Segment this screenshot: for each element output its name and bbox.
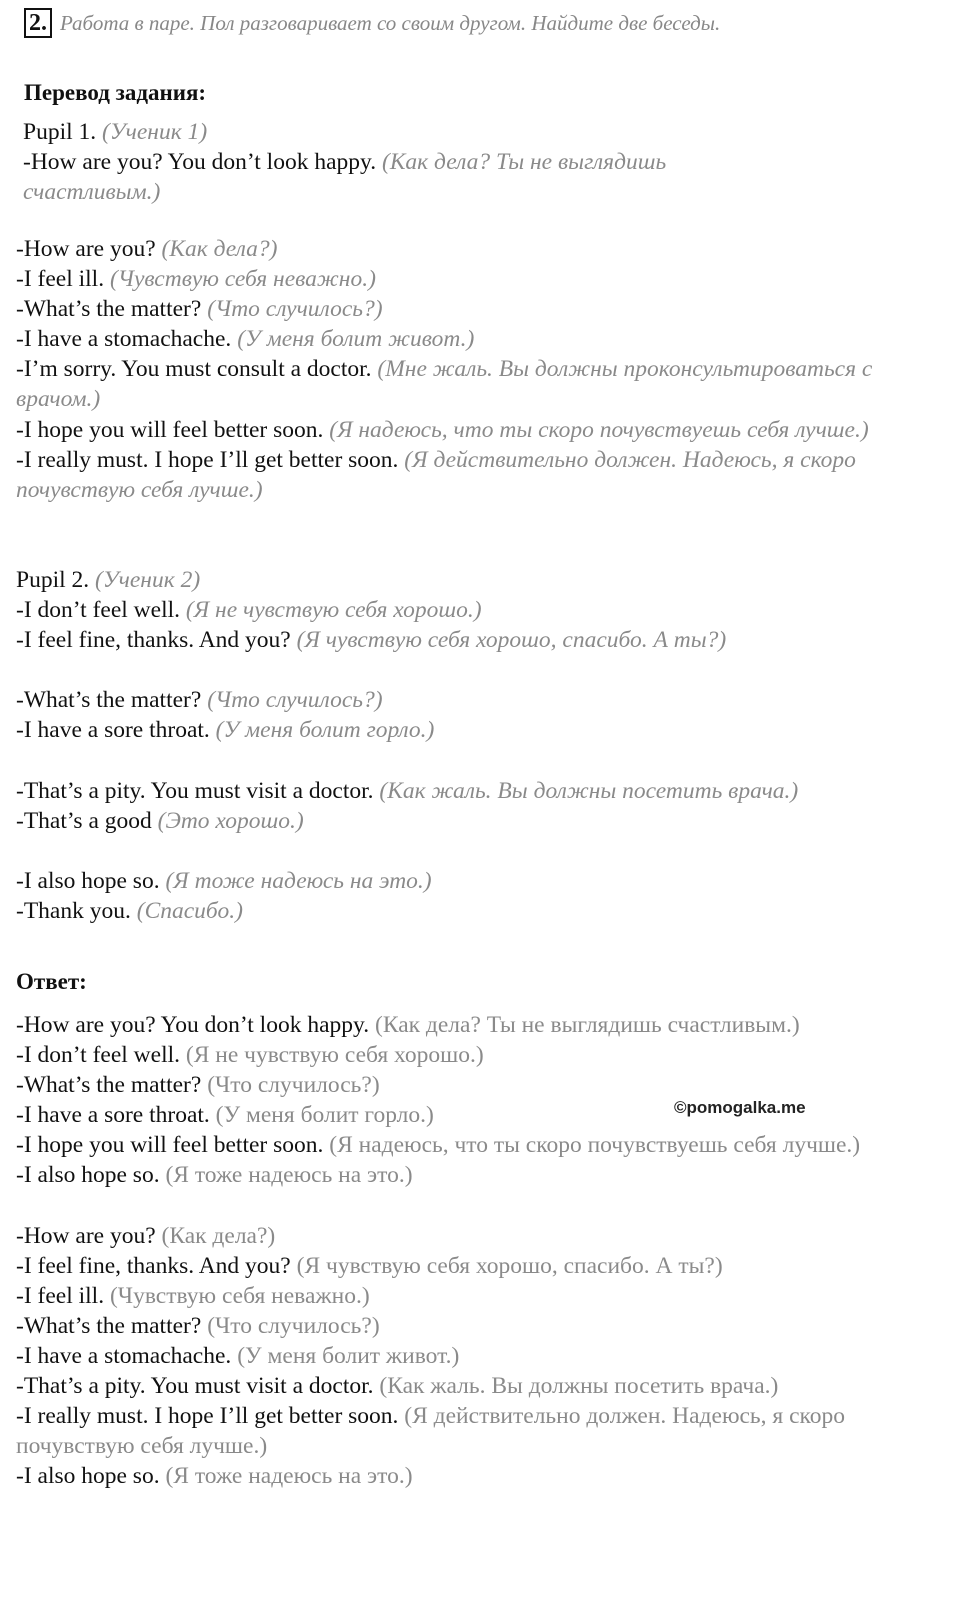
russian-translation: (Я не чувствую себя хорошо.) [185, 597, 482, 624]
russian-translation: (Я надеюсь, что ты скоро почувствуешь себя лучше.) [329, 1132, 861, 1159]
english-phrase: -Thank you. [16, 898, 137, 925]
english-phrase: -That’s a good [16, 807, 158, 834]
pupil2-dialogue [16, 565, 894, 926]
russian-translation: (Мне жаль. Вы должны проконсультироваться с врачом.) [16, 356, 873, 413]
english-phrase: -I really must. I hope I’ll get better soon. [16, 446, 405, 473]
dialogue-line [16, 415, 894, 445]
dialogue-line [16, 565, 894, 595]
english-phrase: -I feel ill. [16, 1282, 110, 1309]
russian-translation: (Как жаль. Вы должны посетить врача.) [379, 1373, 779, 1400]
dialogue-line [16, 595, 894, 625]
russian-translation: (Как дела? Ты не выглядишь счастливым.) [375, 1012, 800, 1038]
dialogue-line [16, 625, 894, 655]
russian-translation: (Ученик 1) [102, 119, 208, 145]
dialogue-line [16, 1251, 894, 1281]
dialogue-line [16, 445, 894, 505]
intro-block [23, 117, 783, 207]
english-phrase: -I don’t feel well. [16, 1042, 186, 1069]
russian-translation: (Как дела?) [161, 236, 278, 262]
english-phrase: -I also hope so. [16, 867, 166, 894]
english-phrase: -I feel ill. [16, 266, 110, 293]
russian-translation: (Как дела?) [161, 1222, 276, 1249]
english-phrase: -I feel fine, thanks. And you? [16, 627, 297, 654]
dialogue-line [16, 234, 894, 264]
dialogue-line [16, 1070, 894, 1100]
russian-translation: (Я тоже надеюсь на это.) [165, 1162, 413, 1189]
russian-translation: (Чувствую себя неважно.) [109, 1282, 370, 1309]
dialogue-line [16, 685, 894, 715]
russian-translation: (У меня болит горло.) [215, 717, 435, 744]
english-phrase: -How are you? [16, 236, 162, 262]
english-phrase: -I feel fine, thanks. And you? [16, 1252, 297, 1279]
russian-translation: (Я тоже надеюсь на это.) [165, 1463, 413, 1490]
russian-translation: (Что случилось?) [207, 1072, 380, 1099]
dialogue-line [23, 147, 783, 207]
russian-translation: (Я тоже надеюсь на это.) [165, 867, 432, 894]
dialogue-line [16, 264, 894, 294]
english-phrase: -What’s the matter? [16, 296, 208, 323]
dialogue-line [16, 294, 894, 324]
english-phrase: -How are you? You don’t look happy. [23, 149, 382, 176]
task-header [24, 8, 924, 38]
english-phrase: -I also hope so. [16, 1162, 166, 1189]
blank-line [16, 746, 894, 776]
russian-translation: (Я действительно должен. Надеюсь, я скоро почувствую себя лучше.) [16, 1403, 845, 1460]
english-phrase: -That’s a pity. You must visit a doctor. [16, 1373, 380, 1400]
dialogue-line [23, 117, 783, 147]
dialogue-line [16, 324, 894, 354]
blank-line [16, 1191, 894, 1221]
russian-translation: (Я действительно должен. Надеюсь, я скоро почувствую себя лучше.) [16, 446, 856, 503]
english-phrase: -How are you? You don’t look happy. [16, 1012, 375, 1038]
dialogue-line [16, 1040, 894, 1070]
answer-heading: Ответ: [16, 969, 87, 994]
russian-translation: (Это хорошо.) [157, 807, 304, 834]
dialogue-line [16, 1130, 894, 1160]
dialogue-line [16, 1401, 894, 1461]
blank-line [16, 655, 894, 685]
dialogue-line [16, 1281, 894, 1311]
dialogue-line [16, 715, 894, 745]
dialogue-line [16, 1371, 894, 1401]
watermark-text: ©pomogalka.me [674, 1098, 806, 1117]
english-phrase: -I have a stomachache. [16, 1343, 238, 1370]
english-phrase: -That’s a pity. You must visit a doctor. [16, 777, 380, 804]
english-phrase: -I hope you will feel better soon. [16, 1132, 330, 1159]
english-phrase: -I really must. I hope I’ll get better soon. [16, 1403, 405, 1430]
russian-translation: (Чувствую себя неважно.) [109, 266, 376, 293]
dialogue-line [16, 354, 894, 414]
russian-translation: (Что случилось?) [207, 296, 383, 323]
english-phrase: -I have a sore throat. [16, 1102, 216, 1129]
task-instruction: Работа в паре. Пол разговаривает со своим другом. Найдите две беседы. [60, 10, 721, 35]
dialogue-line [16, 896, 894, 926]
dialogue-line [16, 806, 894, 836]
russian-translation: (Как жаль. Вы должны посетить врача.) [379, 777, 799, 804]
english-phrase: -I have a sore throat. [16, 717, 216, 744]
russian-translation: (Я надеюсь, что ты скоро почувствуешь себя лучше.) [329, 416, 869, 443]
dialogue-line [16, 1461, 894, 1491]
english-phrase: -How are you? [16, 1222, 162, 1249]
english-phrase: -I don’t feel well. [16, 597, 186, 624]
dialogue-line [16, 1341, 894, 1371]
task-number: 2. [24, 8, 52, 38]
dialogue-line [16, 1311, 894, 1341]
russian-translation: (Я чувствую себя хорошо, спасибо. А ты?) [296, 627, 727, 654]
russian-translation: (У меня болит живот.) [237, 326, 475, 353]
translation-heading: Перевод задания: [24, 80, 207, 105]
blank-line [16, 836, 894, 866]
dialogue-line [16, 1160, 894, 1190]
dialogue-line [16, 1221, 894, 1251]
english-phrase: -I hope you will feel better soon. [16, 416, 330, 443]
english-phrase: Pupil 1. [23, 119, 103, 145]
english-phrase: -I’m sorry. You must consult a doctor. [16, 356, 378, 383]
dialogue-line [16, 1010, 894, 1040]
russian-translation: (Ученик 2) [95, 567, 201, 593]
english-phrase: Pupil 2. [16, 567, 96, 593]
russian-translation: (Спасибо.) [136, 898, 243, 925]
english-phrase: -I have a stomachache. [16, 326, 238, 353]
english-phrase: -What’s the matter? [16, 1072, 208, 1099]
dialogue-line [16, 776, 894, 806]
russian-translation: (Я чувствую себя хорошо, спасибо. А ты?) [296, 1252, 723, 1279]
answer-dialogue [16, 1010, 894, 1492]
russian-translation: (Как дела? Ты не выглядишь счастливым.) [23, 149, 667, 206]
russian-translation: (Что случилось?) [207, 687, 383, 714]
english-phrase: -I also hope so. [16, 1463, 166, 1490]
russian-translation: (У меня болит живот.) [237, 1343, 460, 1370]
russian-translation: (Что случилось?) [207, 1312, 380, 1339]
dialogue-line [16, 866, 894, 896]
russian-translation: (У меня болит горло.) [215, 1102, 434, 1129]
pupil1-dialogue [16, 234, 894, 505]
russian-translation: (Я не чувствую себя хорошо.) [185, 1042, 484, 1069]
english-phrase: -What’s the matter? [16, 1312, 208, 1339]
english-phrase: -What’s the matter? [16, 687, 208, 714]
